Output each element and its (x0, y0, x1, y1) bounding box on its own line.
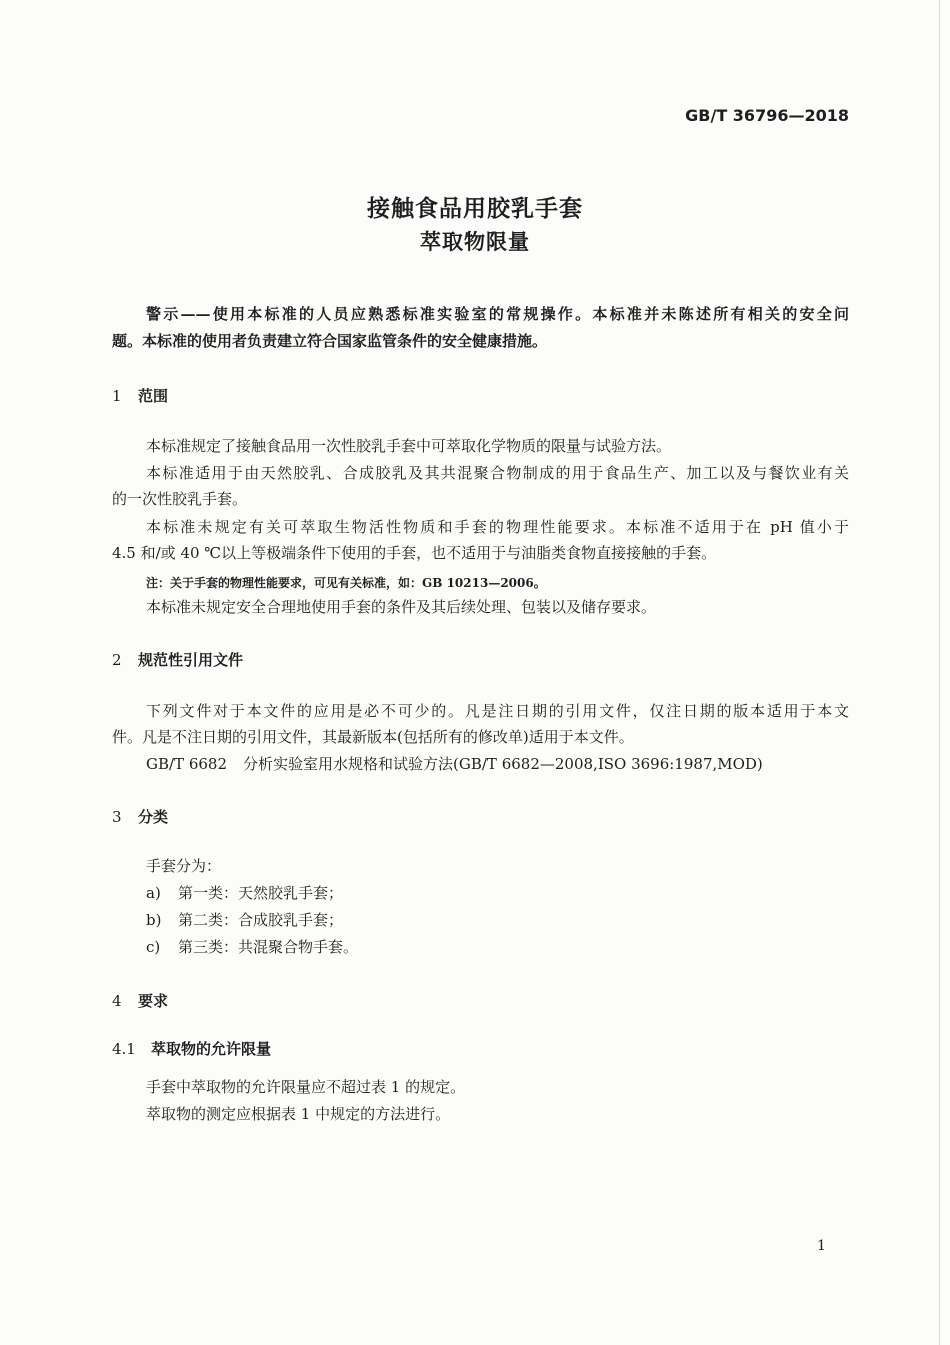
document-title: 接触食品用胶乳手套 (367, 196, 583, 222)
section-4-heading (112, 990, 168, 1011)
section-1-title: 范围 (138, 387, 169, 405)
section-1-number: 1 (112, 387, 122, 405)
section-2-title: 规范性引用文件 (138, 651, 244, 669)
section-4-1-paragraph-1: 手套中萃取物的允许限量应不超过表 1 的规定。 (146, 1078, 466, 1096)
section-4-number: 4 (112, 992, 122, 1010)
reference-title: 分析实验室用水规格和试验方法(GB/T 6682—2008,ISO 3696:1987,MOD) (243, 755, 763, 773)
section-3-intro: 手套分为： (146, 857, 222, 875)
section-4-1-title: 萃取物的允许限量 (151, 1040, 272, 1058)
section-4-1-paragraph-2: 萃取物的测定应根据表 1 中规定的方法进行。 (146, 1105, 451, 1123)
list-item-a (146, 885, 343, 901)
list-item-c (146, 939, 358, 955)
section-4-1-heading (112, 1038, 271, 1059)
list-item-b-mark: b) (146, 911, 162, 929)
section-2-paragraph-1-line-2: 件。凡是不注日期的引用文件，其最新版本(包括所有的修改单)适用于本文件。 (112, 728, 634, 746)
section-1-heading (112, 385, 168, 406)
section-3-heading (112, 806, 168, 827)
standard-code: GB/T 36796—2018 (685, 106, 849, 125)
list-item-a-text: 第一类：天然胶乳手套； (178, 884, 344, 902)
list-item-b-text: 第二类：合成胶乳手套； (178, 911, 344, 929)
normative-reference (146, 756, 763, 772)
section-1-paragraph-2-line-2: 的一次性胶乳手套。 (112, 490, 248, 508)
section-1-note: 注：关于手套的物理性能要求，可见有关标准，如：GB 10213—2006。 (146, 576, 546, 590)
section-2-heading (112, 649, 243, 670)
list-item-c-text: 第三类：共混聚合物手套。 (178, 938, 359, 956)
section-1-paragraph-2-line-1: 本标准适用于由天然胶乳、合成胶乳及其共混聚合物制成的用于食品生产、加工以及与餐饮业有关 (146, 464, 849, 482)
page-number: 1 (817, 1238, 826, 1254)
list-item-c-mark: c) (146, 938, 161, 956)
section-2-number: 2 (112, 651, 122, 669)
reference-code: GB/T 6682 (146, 755, 228, 773)
document-subtitle: 萃取物限量 (420, 230, 530, 254)
section-1-paragraph-3-line-1: 本标准未规定有关可萃取生物活性物质和手套的物理性能要求。本标准不适用于在 pH 值小于 (146, 518, 849, 536)
section-2-paragraph-1-line-1: 下列文件对于本文件的应用是必不可少的。凡是注日期的引用文件，仅注日期的版本适用于本文 (146, 702, 849, 720)
section-4-title: 要求 (138, 992, 169, 1010)
warning-line-1: 警示——使用本标准的人员应熟悉标准实验室的常规操作。本标准并未陈述所有相关的安全问 (146, 305, 849, 323)
section-1-paragraph-1: 本标准规定了接触食品用一次性胶乳手套中可萃取化学物质的限量与试验方法。 (146, 437, 672, 455)
section-1-paragraph-4: 本标准未规定安全合理地使用手套的条件及其后续处理、包装以及储存要求。 (146, 598, 657, 616)
section-3-number: 3 (112, 808, 122, 826)
section-4-1-number: 4.1 (112, 1040, 136, 1058)
warning-line-2: 题。本标准的使用者负责建立符合国家监管条件的安全健康措施。 (112, 332, 548, 350)
list-item-b (146, 912, 343, 928)
list-item-a-mark: a) (146, 884, 161, 902)
section-1-paragraph-3-line-2: 4.5 和/或 40 ℃以上等极端条件下使用的手套，也不适用于与油脂类食物直接接触的手套。 (112, 544, 717, 562)
section-3-title: 分类 (138, 808, 169, 826)
